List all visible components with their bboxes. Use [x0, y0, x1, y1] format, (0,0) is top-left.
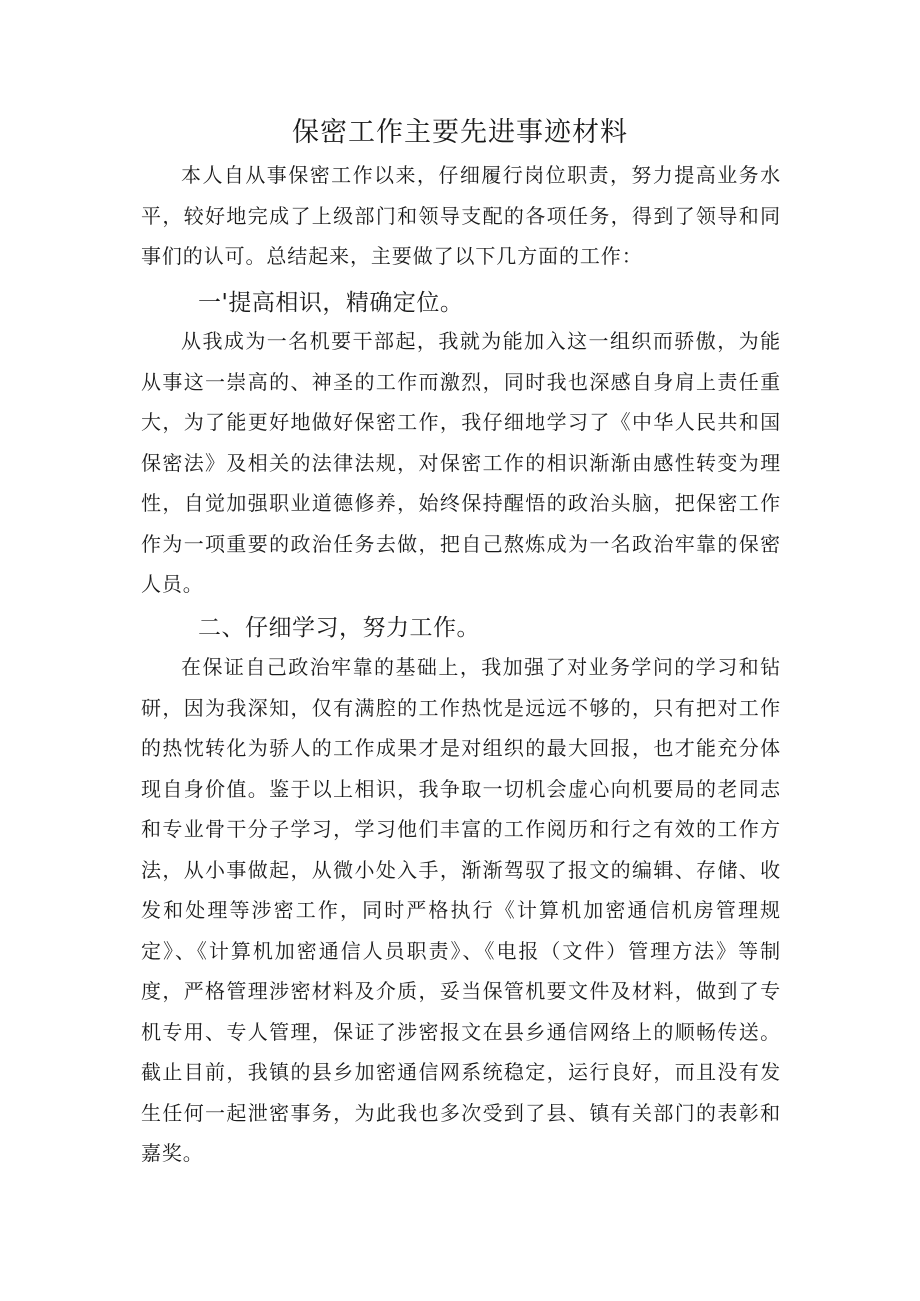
section-body-2: 在保证自己政治牢靠的基础上，我加强了对业务学问的学习和钻研，因为我深知，仅有满腔的工作热忱是远远不够的，只有把对工作的热忱转化为骄人的工作成果才是对组织的最大回报，也才能充分体现自身价值。鉴于以上相识，我争取一切机会虚心向机要局的老同志和专业骨干分子学习，学习他们丰富的工作阅历和行之有效的工作方法，从小事做起，从微小处入手，渐渐驾驭了报文的编辑、存储、收发和处理等涉密工作，同时严格执行《计算机加密通信机房管理规定》、《计算机加密通信人员职责》、《电报（文件）管理方法》等制度，严格管理涉密材料及介质，妥当保管机要文件及材料，做到了专机专用、专人管理，保证了涉密报文在县乡通信网络上的顺畅传送。截止目前，我镇的县乡加密通信网系统稳定，运行良好，而且没有发生任何一起泄密事务，为此我也多次受到了县、镇有关部门的表彰和嘉奖。: [141, 655, 781, 1165]
section-body-1: 从我成为一名机要干部起，我就为能加入这一组织而骄傲，为能从事这一崇高的、神圣的工作而激烈，同时我也深感自身肩上责任重大，为了能更好地做好保密工作，我仔细地学习了《中华人民共和国保密法》及相关的法律法规，对保密工作的相识渐渐由感性转变为理性，自觉加强职业道德修养，始终保持醒悟的政治头脑，把保密工作作为一项重要的政治任务去做，把自己熬炼成为一名政治牢靠的保密人员。: [141, 329, 781, 596]
intro-paragraph: 本人自从事保密工作以来，仔细履行岗位职责，努力提高业务水平，较好地完成了上级部门和领导支配的各项任务，得到了领导和同事们的认可。总结起来，主要做了以下几方面的工作：: [141, 163, 781, 268]
section-heading-1: 一'提高相识，精确定位。: [198, 290, 464, 316]
document-title: 保密工作主要先进事迹材料: [292, 117, 628, 148]
section-heading-2: 二、仔细学习，努力工作。: [198, 615, 480, 641]
